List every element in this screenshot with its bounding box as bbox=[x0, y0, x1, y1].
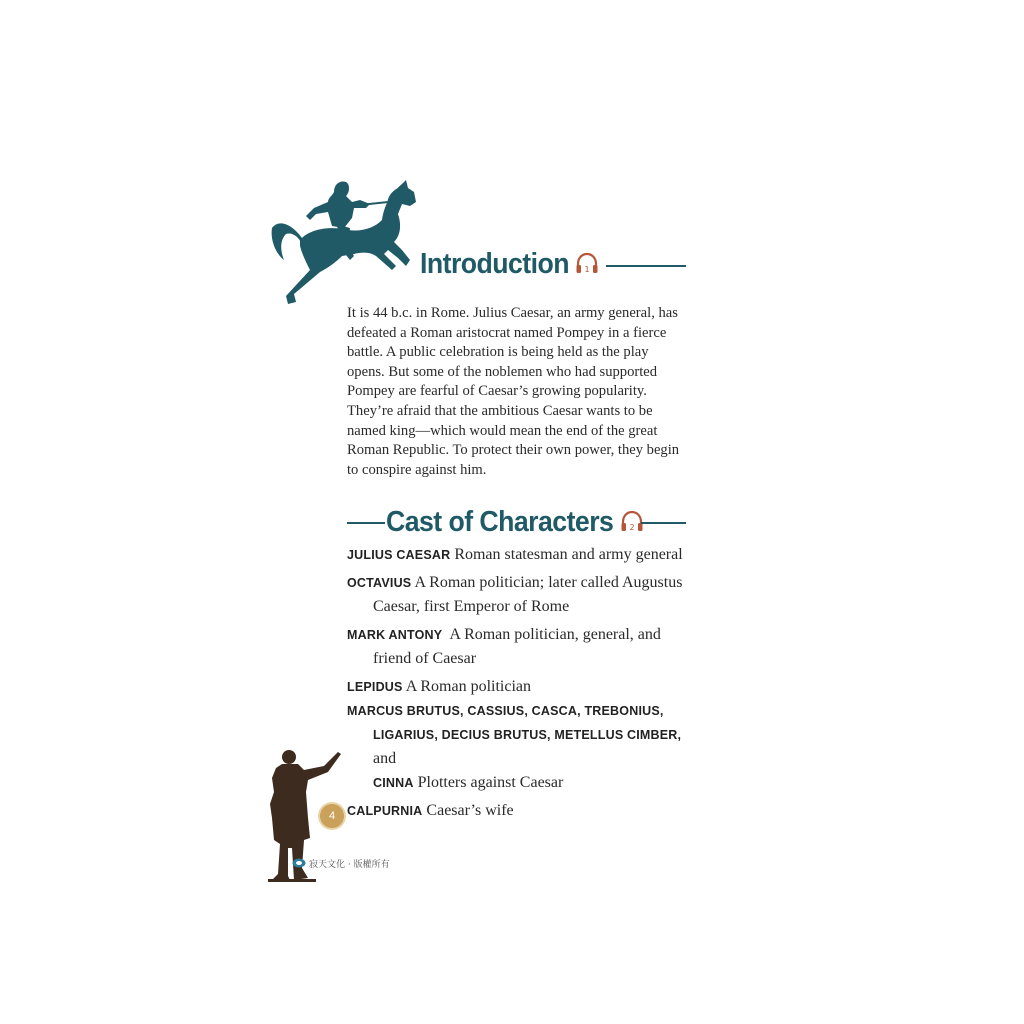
character-description: Roman statesman and army general bbox=[454, 546, 683, 563]
publisher-text: 寂天文化 · 版權所有 bbox=[309, 859, 390, 870]
track-number: 2 bbox=[629, 523, 635, 532]
page-number: 4 bbox=[320, 804, 344, 828]
cast-entry bbox=[347, 675, 692, 699]
character-description: A Roman politician bbox=[405, 678, 532, 695]
character-name: CALPURNIA bbox=[347, 804, 423, 818]
character-name: JULIUS CAESAR bbox=[347, 548, 451, 562]
cast-entry bbox=[347, 623, 692, 671]
character-name: MARK ANTONY bbox=[347, 628, 443, 642]
horse-rider-silhouette bbox=[270, 162, 420, 308]
cast-entry-plotters bbox=[347, 699, 692, 795]
heading-rule-right bbox=[641, 522, 686, 524]
character-names: MARCUS BRUTUS, CASSIUS, CASCA, TREBONIUS, bbox=[347, 704, 664, 718]
publisher-logo-icon bbox=[292, 858, 306, 868]
character-names: LIGARIUS, DECIUS BRUTUS, METELLUS CIMBER, bbox=[373, 728, 682, 742]
character-name: LEPIDUS bbox=[347, 680, 403, 694]
cast-entry bbox=[347, 571, 692, 619]
cast-heading bbox=[386, 502, 645, 542]
character-description: Plotters against Caesar bbox=[417, 774, 564, 791]
track-number: 1 bbox=[584, 265, 590, 274]
conjunction: and bbox=[373, 750, 397, 767]
character-description: A Roman politician, general, and friend of Caesar bbox=[373, 626, 661, 667]
cast-list bbox=[347, 543, 692, 823]
headphones-icon[interactable] bbox=[574, 251, 600, 277]
character-name: CINNA bbox=[373, 776, 414, 790]
heading-rule-left bbox=[347, 522, 385, 524]
character-description: A Roman politician; later called Augustus Caesar, first Emperor of Rome bbox=[373, 574, 683, 615]
heading-rule bbox=[606, 265, 686, 267]
introduction-text: It is 44 b.c. in Rome. Julius Caesar, an army general, has defeated a Roman aristocrat named Pompey in a fierce battle. A public celebration is being held as the play opens. But some of the noblemen who had supported Pompey are fearful of Caesar’s growing popularity. They’re afraid that the ambitious Caesar wants to be named king—which would mean the end of the great Roman Republic. To protect their own power, they begin to conspire against him. bbox=[347, 305, 680, 478]
publisher-mark bbox=[292, 856, 390, 870]
introduction-title: Introduction bbox=[420, 247, 569, 280]
character-description: Caesar’s wife bbox=[426, 802, 514, 819]
cast-entry bbox=[347, 799, 692, 823]
cast-title: Cast of Characters bbox=[386, 505, 614, 538]
character-name: OCTAVIUS bbox=[347, 576, 412, 590]
cast-entry bbox=[347, 543, 692, 567]
introduction-heading bbox=[420, 244, 600, 284]
